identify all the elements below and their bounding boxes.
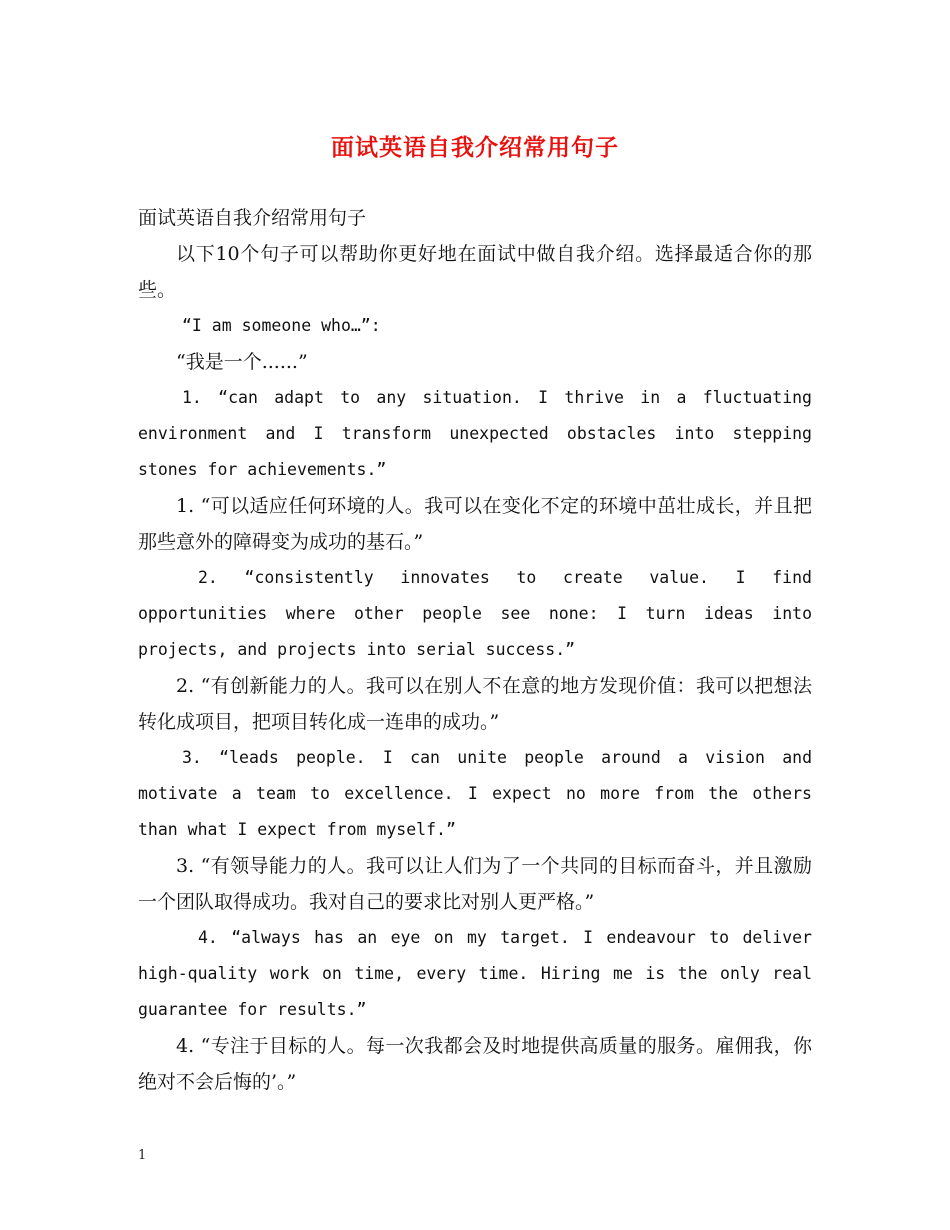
lead-english: “I am someone who…”:: [182, 316, 381, 335]
item-3-chinese: 3. “有领导能力的人。我可以让人们为了一个共同的目标而奋斗，并且激励一个团队取得成功。我对自己的要求比对别人更严格。”: [138, 855, 812, 913]
item-2-chinese: 2. “有创新能力的人。我可以在别人不在意的地方发现价值：我可以把想法转化成项目，把项目转化成一连串的成功。”: [138, 675, 812, 733]
item-4-english: 4. “always has an eye on my target. I endeavour to deliver high-quality work on time, every time. Hiring me is the only real guarantee for results.”: [138, 928, 822, 1019]
page-number: 1: [138, 1148, 147, 1163]
item-2-english: 2. “consistently innovates to create value. I find opportunities where other people see none: I turn ideas into projects, and projects into serial success.”: [138, 568, 822, 659]
document-body: [138, 200, 822, 1100]
document-title: 面试英语自我介绍常用句子: [331, 134, 619, 161]
intro-paragraph: 以下10个句子可以帮助你更好地在面试中做自我介绍。选择最适合你的那些。: [138, 243, 812, 301]
item-4-chinese: 4. “专注于目标的人。每一次我都会及时地提供高质量的服务。雇佣我，你绝对不会后悔的’。”: [138, 1035, 812, 1093]
item-3-english: 3. “leads people. I can unite people around a vision and motivate a team to excellence. I expect no more from the others than what I expect from myself.”: [138, 748, 822, 839]
subtitle: 面试英语自我介绍常用句子: [138, 207, 367, 229]
item-1-chinese: 1. “可以适应任何环境的人。我可以在变化不定的环境中茁壮成长，并且把那些意外的障碍变为成功的基石。”: [138, 495, 812, 553]
item-1-english: 1. “can adapt to any situation. I thrive in a fluctuating environment and I transform unexpected obstacles into stepping stones for achievements.”: [138, 388, 822, 479]
lead-chinese: “我是一个......”: [176, 351, 308, 373]
